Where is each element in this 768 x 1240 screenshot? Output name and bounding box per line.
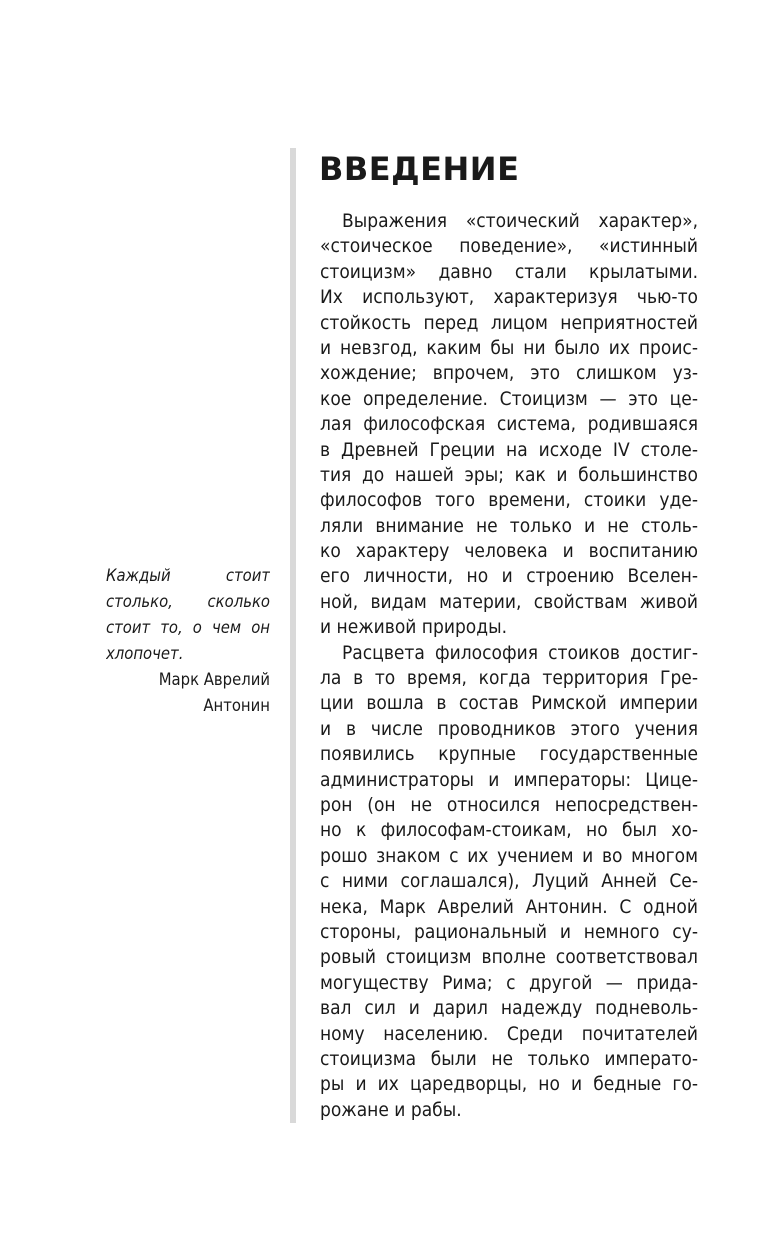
body-line: тия до нашей эры; как и большинство [320,463,698,486]
epigraph-author-line: Марк Аврелий [158,670,270,689]
body-line: Выражения «стоический характер», [342,210,698,232]
body-line: и неживой природы. [320,616,507,639]
body-line: лая философская система, родившаяся [320,413,698,436]
body-line: ла в то время, когда территория Гре- [320,667,698,690]
body-line: стоицизм» давно стали крылатыми. [320,260,698,283]
body-line: рон (он не относился непосредствен- [320,793,698,816]
body-line: ной, видам материи, свойствам живой [320,590,698,613]
body-line: хождение; впрочем, это слишком уз- [320,362,698,385]
body-line: рожане и рабы. [320,1098,462,1121]
body-line: могуществу Рима; с другой — прида- [320,971,698,994]
epigraph-line: Каждый стоит [106,566,270,585]
body-line: «стоическое поведение», «истинный [320,235,698,258]
body-line: и в числе проводников этого учения [320,717,698,740]
body-line: с ними соглашался), Луций Анней Се- [320,870,698,893]
body-line: стоицизма были не только императо- [320,1047,698,1070]
body-line: Их используют, характеризуя чью-то [320,286,698,309]
body-line: стороны, рациональный и немного су- [320,920,698,943]
body-line: ному населению. Среди почитателей [320,1022,698,1045]
body-line: нека, Марк Аврелий Антонин. С одной [320,895,698,918]
body-line: ровый стоицизм вполне соответствовал [320,946,698,969]
body-line: рошо знаком с их учением и во многом [320,844,698,867]
body-text [320,209,698,1123]
body-line: ляли внимание не только и не столь- [320,514,698,537]
epigraph-line: стоит то, о чем он [106,618,270,637]
body-line: его личности, но и строению Вселен- [320,565,698,588]
body-line: кое определение. Стоицизм — это це- [320,387,698,410]
body-line: появились крупные государственные [320,743,698,766]
chapter-title: ВВЕДЕНИЕ [319,150,520,188]
epigraph-line: столько, сколько [106,592,270,611]
body-line: но к философам-стоикам, но был хо- [320,819,698,842]
body-line: в Древней Греции на исходе IV столе- [320,438,698,461]
epigraph-author-line: Антонин [203,696,270,715]
body-line: ции вошла в состав Римской империи [320,692,698,715]
body-line: стойкость перед лицом неприятностей [320,311,698,334]
epigraph-line: хлопочет. [106,644,184,663]
body-line: ры и их царедворцы, но и бедные го- [320,1073,698,1096]
epigraph [106,563,270,719]
vertical-divider [290,148,296,1123]
body-line: философов того времени, стоики уде- [320,489,698,512]
body-line: и невзгод, каким бы ни было их проис- [320,336,698,359]
body-line: Расцвета философия стоиков достиг- [342,641,698,664]
body-line: ко характеру человека и воспитанию [320,540,698,563]
body-line: вал сил и дарил надежду подневоль- [320,997,698,1020]
body-line: администраторы и императоры: Цице- [320,768,698,791]
